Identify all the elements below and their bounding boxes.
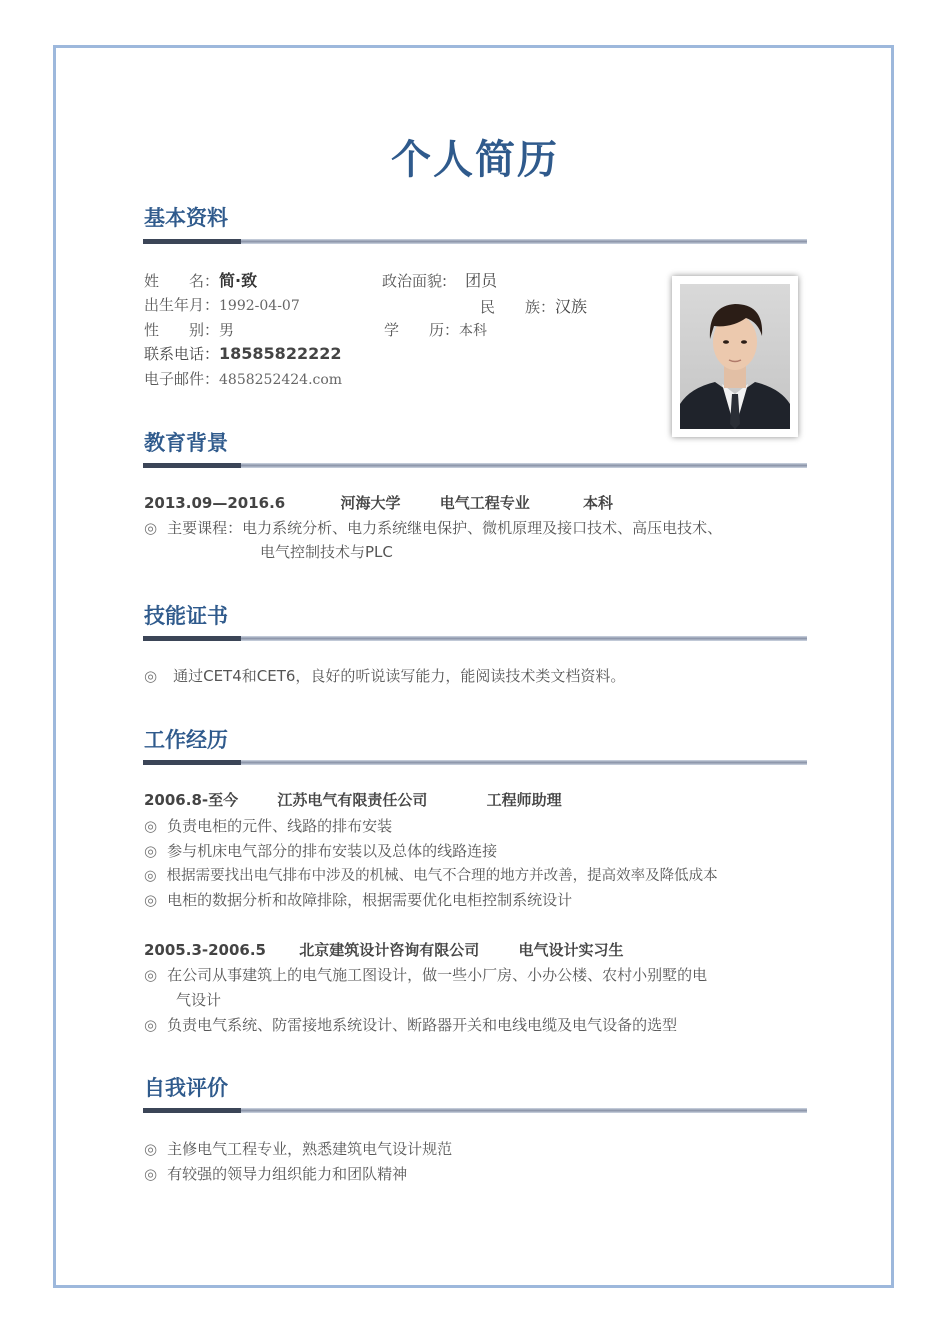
job1-company: 江苏电气有限责任公司	[277, 791, 428, 809]
job1-item: ◎ 电柜的数据分析和故障排除，根据需要优化电柜控制系统设计	[144, 891, 573, 909]
name-row: 姓 名：简·致	[144, 271, 258, 290]
degree-value: 本科	[459, 323, 488, 339]
job2-role: 电气设计实习生	[518, 941, 624, 959]
section-rule-basic	[143, 239, 807, 244]
resume-title: 个人简历	[391, 137, 559, 183]
ethnic-row: 民 族：汉族	[480, 297, 588, 316]
education-school: 河海大学	[340, 494, 401, 512]
birth-value: 1992-04-07	[219, 298, 300, 314]
phone-value: 18585822222	[219, 344, 342, 363]
politics-row: 政治面貌: 团员	[382, 271, 498, 290]
education-period: 2013.09—2016.6	[144, 494, 286, 512]
birth-row: 出生年月：1992-04-07	[144, 296, 300, 314]
section-title-self: 自我评价	[144, 1076, 228, 1100]
self-item: ◎ 主修电气工程专业，熟悉建筑电气设计规范	[144, 1140, 453, 1158]
section-rule-work	[143, 760, 807, 765]
degree-row: 学 历：本科	[384, 321, 488, 339]
skills-item: ◎ 通过CET4和CET6，良好的听说读写能力，能阅读技术类文档资料。	[144, 667, 626, 685]
job2-period: 2005.3-2006.5	[144, 941, 266, 959]
job2-header	[144, 939, 624, 960]
job1-role: 工程师助理	[486, 791, 562, 809]
education-degree: 本科	[582, 494, 613, 512]
profile-photo-frame	[672, 276, 798, 437]
gender-value: 男	[219, 321, 235, 339]
section-title-education: 教育背景	[144, 431, 228, 455]
section-rule-skills	[143, 636, 807, 641]
ethnic-value: 汉族	[555, 297, 588, 316]
job2-item: ◎ 负责电气系统、防雷接地系统设计、断路器开关和电线电缆及电气设备的选型	[144, 1016, 678, 1034]
job2-company: 北京建筑设计咨询有限公司	[299, 941, 480, 959]
section-title-skills: 技能证书	[144, 604, 228, 628]
job1-item: ◎ 负责电柜的元件、线路的排布安装	[144, 817, 393, 835]
job1-period: 2006.8-至今	[144, 791, 239, 809]
phone-row: 联系电话：18585822222	[144, 344, 342, 363]
section-title-work: 工作经历	[144, 728, 228, 752]
education-major: 电气工程专业	[439, 494, 530, 512]
section-rule-education	[143, 463, 807, 468]
job2-item: ◎ 在公司从事建筑上的电气施工图设计，做一些小厂房、小办公楼、农村小别墅的电	[144, 966, 708, 984]
name-value: 简·致	[219, 271, 258, 290]
section-rule-self	[143, 1108, 807, 1113]
education-courses: ◎ 主要课程：电力系统分析、电力系统继电保护、微机原理及接口技术、高压电技术、	[144, 519, 723, 537]
politics-value: 团员	[465, 271, 498, 290]
education-courses-cont: 电气控制技术与PLC	[260, 543, 393, 561]
email-value: 4858252424.com	[219, 372, 343, 388]
job1-item: ◎ 根据需要找出电气排布中涉及的机械、电气不合理的地方并改善，提高效率及降低成本	[144, 868, 718, 884]
profile-photo	[680, 284, 790, 429]
job2-item-cont: 气设计	[176, 991, 222, 1009]
email-row: 电子邮件：4858252424.com	[144, 370, 343, 388]
section-title-basic: 基本资料	[144, 206, 228, 230]
gender-row: 性 别：男	[144, 321, 235, 339]
self-item: ◎ 有较强的领导力组织能力和团队精神	[144, 1165, 408, 1183]
job1-item: ◎ 参与机床电气部分的排布安装以及总体的线路连接	[144, 842, 498, 860]
education-header	[144, 492, 613, 513]
job1-header	[144, 789, 562, 810]
